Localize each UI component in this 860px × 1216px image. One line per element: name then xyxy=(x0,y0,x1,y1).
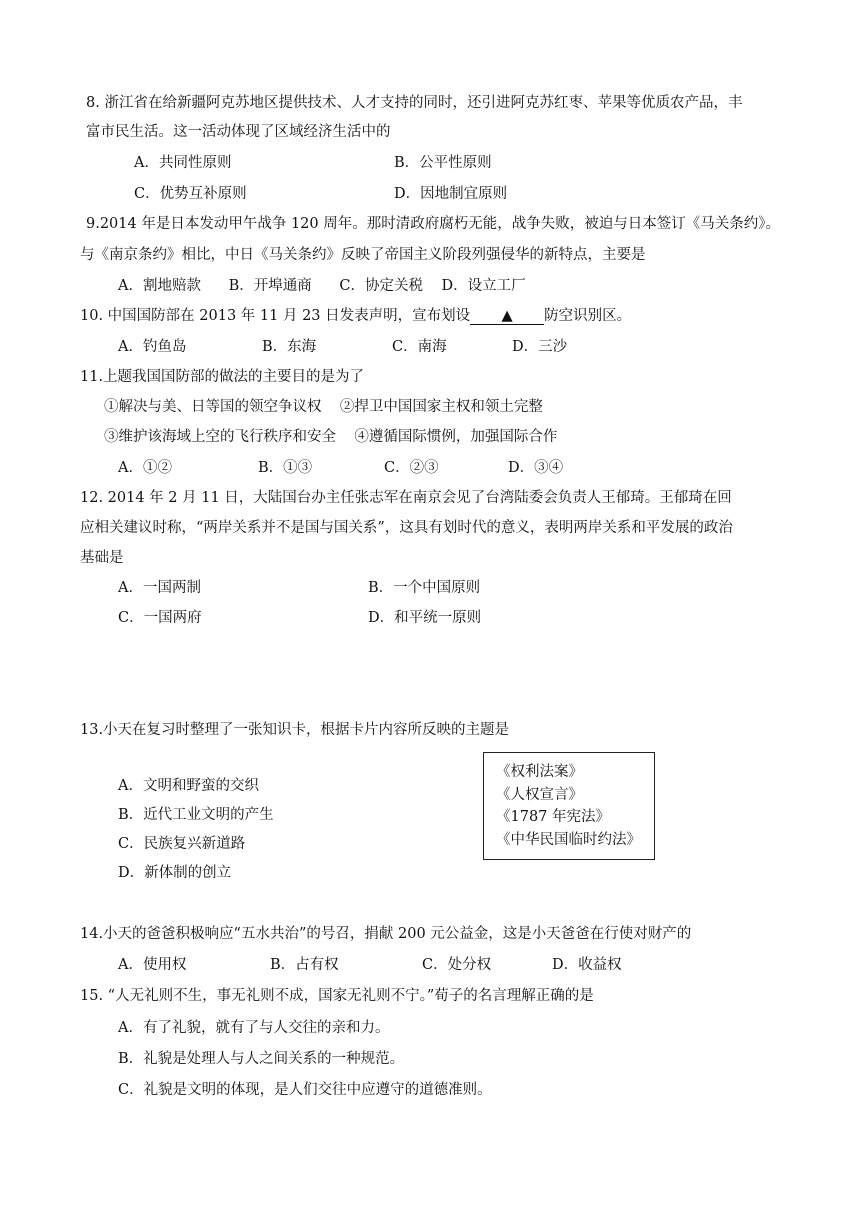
q8-stem-line1: 8. 浙江省在给新疆阿克苏地区提供技术、人才支持的同时，还引进阿克苏红枣、苹果等优质农产品，丰 xyxy=(86,95,743,111)
q11-option-d: D．③④ xyxy=(508,460,564,476)
q12-stem-line2: 应相关建议时称，“两岸关系并不是国与国关系”，这具有划时代的意义，表明两岸关系和平发展的政治 xyxy=(80,520,733,536)
q14-option-d: D．收益权 xyxy=(552,957,622,973)
q11-option-b: B．①③ xyxy=(258,460,313,476)
q13-option-c: C．民族复兴新道路 xyxy=(118,836,246,852)
q14-option-c: C．处分权 xyxy=(422,957,492,973)
q11-items-line2: ③维护该海域上空的飞行秩序和安全 ④遵循国际惯例，加强国际合作 xyxy=(104,429,558,445)
q9-stem-line1: 9.2014 年是日本发动甲午战争 120 周年。那时清政府腐朽无能，战争失败，被迫与日本签订《马关条约》。 xyxy=(86,216,780,232)
q13-stem: 13.小天在复习时整理了一张知识卡，根据卡片内容所反映的主题是 xyxy=(80,722,510,738)
card-item: 《中华民国临时约法》 xyxy=(496,831,641,848)
q15-option-c: C．礼貌是文明的体现，是人们交往中应遵守的道德准则。 xyxy=(118,1082,492,1098)
q12-stem-line3: 基础是 xyxy=(80,550,124,566)
q10-option-b: B．东海 xyxy=(262,339,317,355)
q10-option-a: A．钓鱼岛 xyxy=(118,339,187,355)
q12-option-d: D．和平统一原则 xyxy=(368,610,482,626)
q15-option-b: B．礼貌是处理人与人之间关系的一种规范。 xyxy=(118,1051,405,1067)
q14-stem: 14.小天的爸爸积极响应“五水共治”的号召，捐献 200 元公益金，这是小天爸爸在行使对财产的 xyxy=(80,926,692,942)
q10-stem-after: 防空识别区。 xyxy=(544,308,632,324)
q14-option-a: A．使用权 xyxy=(118,957,187,973)
q13-option-b: B．近代工业文明的产生 xyxy=(118,807,274,823)
q12-option-b: B．一个中国原则 xyxy=(368,580,481,596)
knowledge-card xyxy=(483,752,655,860)
q11-option-a: A．①② xyxy=(118,460,172,476)
q14-option-b: B．占有权 xyxy=(270,957,339,973)
q8-stem-line2: 富市民生活。这一活动体现了区域经济生活中的 xyxy=(86,124,391,140)
q11-items-line1: ①解决与美、日等国的领空争议权 ②捍卫中国国家主权和领土完整 xyxy=(104,399,543,415)
q12-option-c: C．一国两府 xyxy=(118,610,202,626)
q13-option-d: D．新体制的创立 xyxy=(118,865,232,881)
q12-option-a: A．一国两制 xyxy=(118,580,201,596)
q15-option-a: A．有了礼貌，就有了与人交往的亲和力。 xyxy=(118,1020,390,1036)
q11-stem: 11.上题我国国防部的做法的主要目的是为了 xyxy=(80,369,365,385)
q8-option-b: B．公平性原则 xyxy=(394,155,492,171)
q9-options: A．割地赔款 B．开埠通商 C．协定关税 D．设立工厂 xyxy=(118,278,526,294)
q11-option-c: C．②③ xyxy=(384,460,439,476)
q9-stem-line2: 与《南京条约》相比，中日《马关条约》反映了帝国主义阶段列强侵华的新特点，主要是 xyxy=(80,247,646,263)
q10-stem xyxy=(80,306,631,326)
q8-option-d: D．因地制宜原则 xyxy=(394,186,508,202)
card-item: 《权利法案》 xyxy=(496,764,583,780)
q10-stem-before: 10. 中国国防部在 2013 年 11 月 23 日发表声明，宣布划设 xyxy=(80,308,471,324)
q13-option-a: A．文明和野蛮的交织 xyxy=(118,778,259,794)
q10-option-d: D．三沙 xyxy=(512,339,568,355)
card-item: 《人权宣言》 xyxy=(496,786,583,803)
q8-option-c: C．优势互补原则 xyxy=(134,186,247,202)
q12-stem-line1: 12. 2014 年 2 月 11 日，大陆国台办主任张志军在南京会见了台湾陆委会负责人王郁琦。王郁琦在回 xyxy=(80,490,732,506)
q15-stem: 15. “人无礼则不生，事无礼则不成，国家无礼则不宁。”荀子的名言理解正确的是 xyxy=(80,988,594,1004)
q10-option-c: C．南海 xyxy=(392,339,447,355)
card-item: 《1787 年宪法》 xyxy=(496,809,611,825)
q8-option-a: A．共同性原则 xyxy=(134,155,232,171)
answer-blank: ▲ xyxy=(470,308,544,325)
